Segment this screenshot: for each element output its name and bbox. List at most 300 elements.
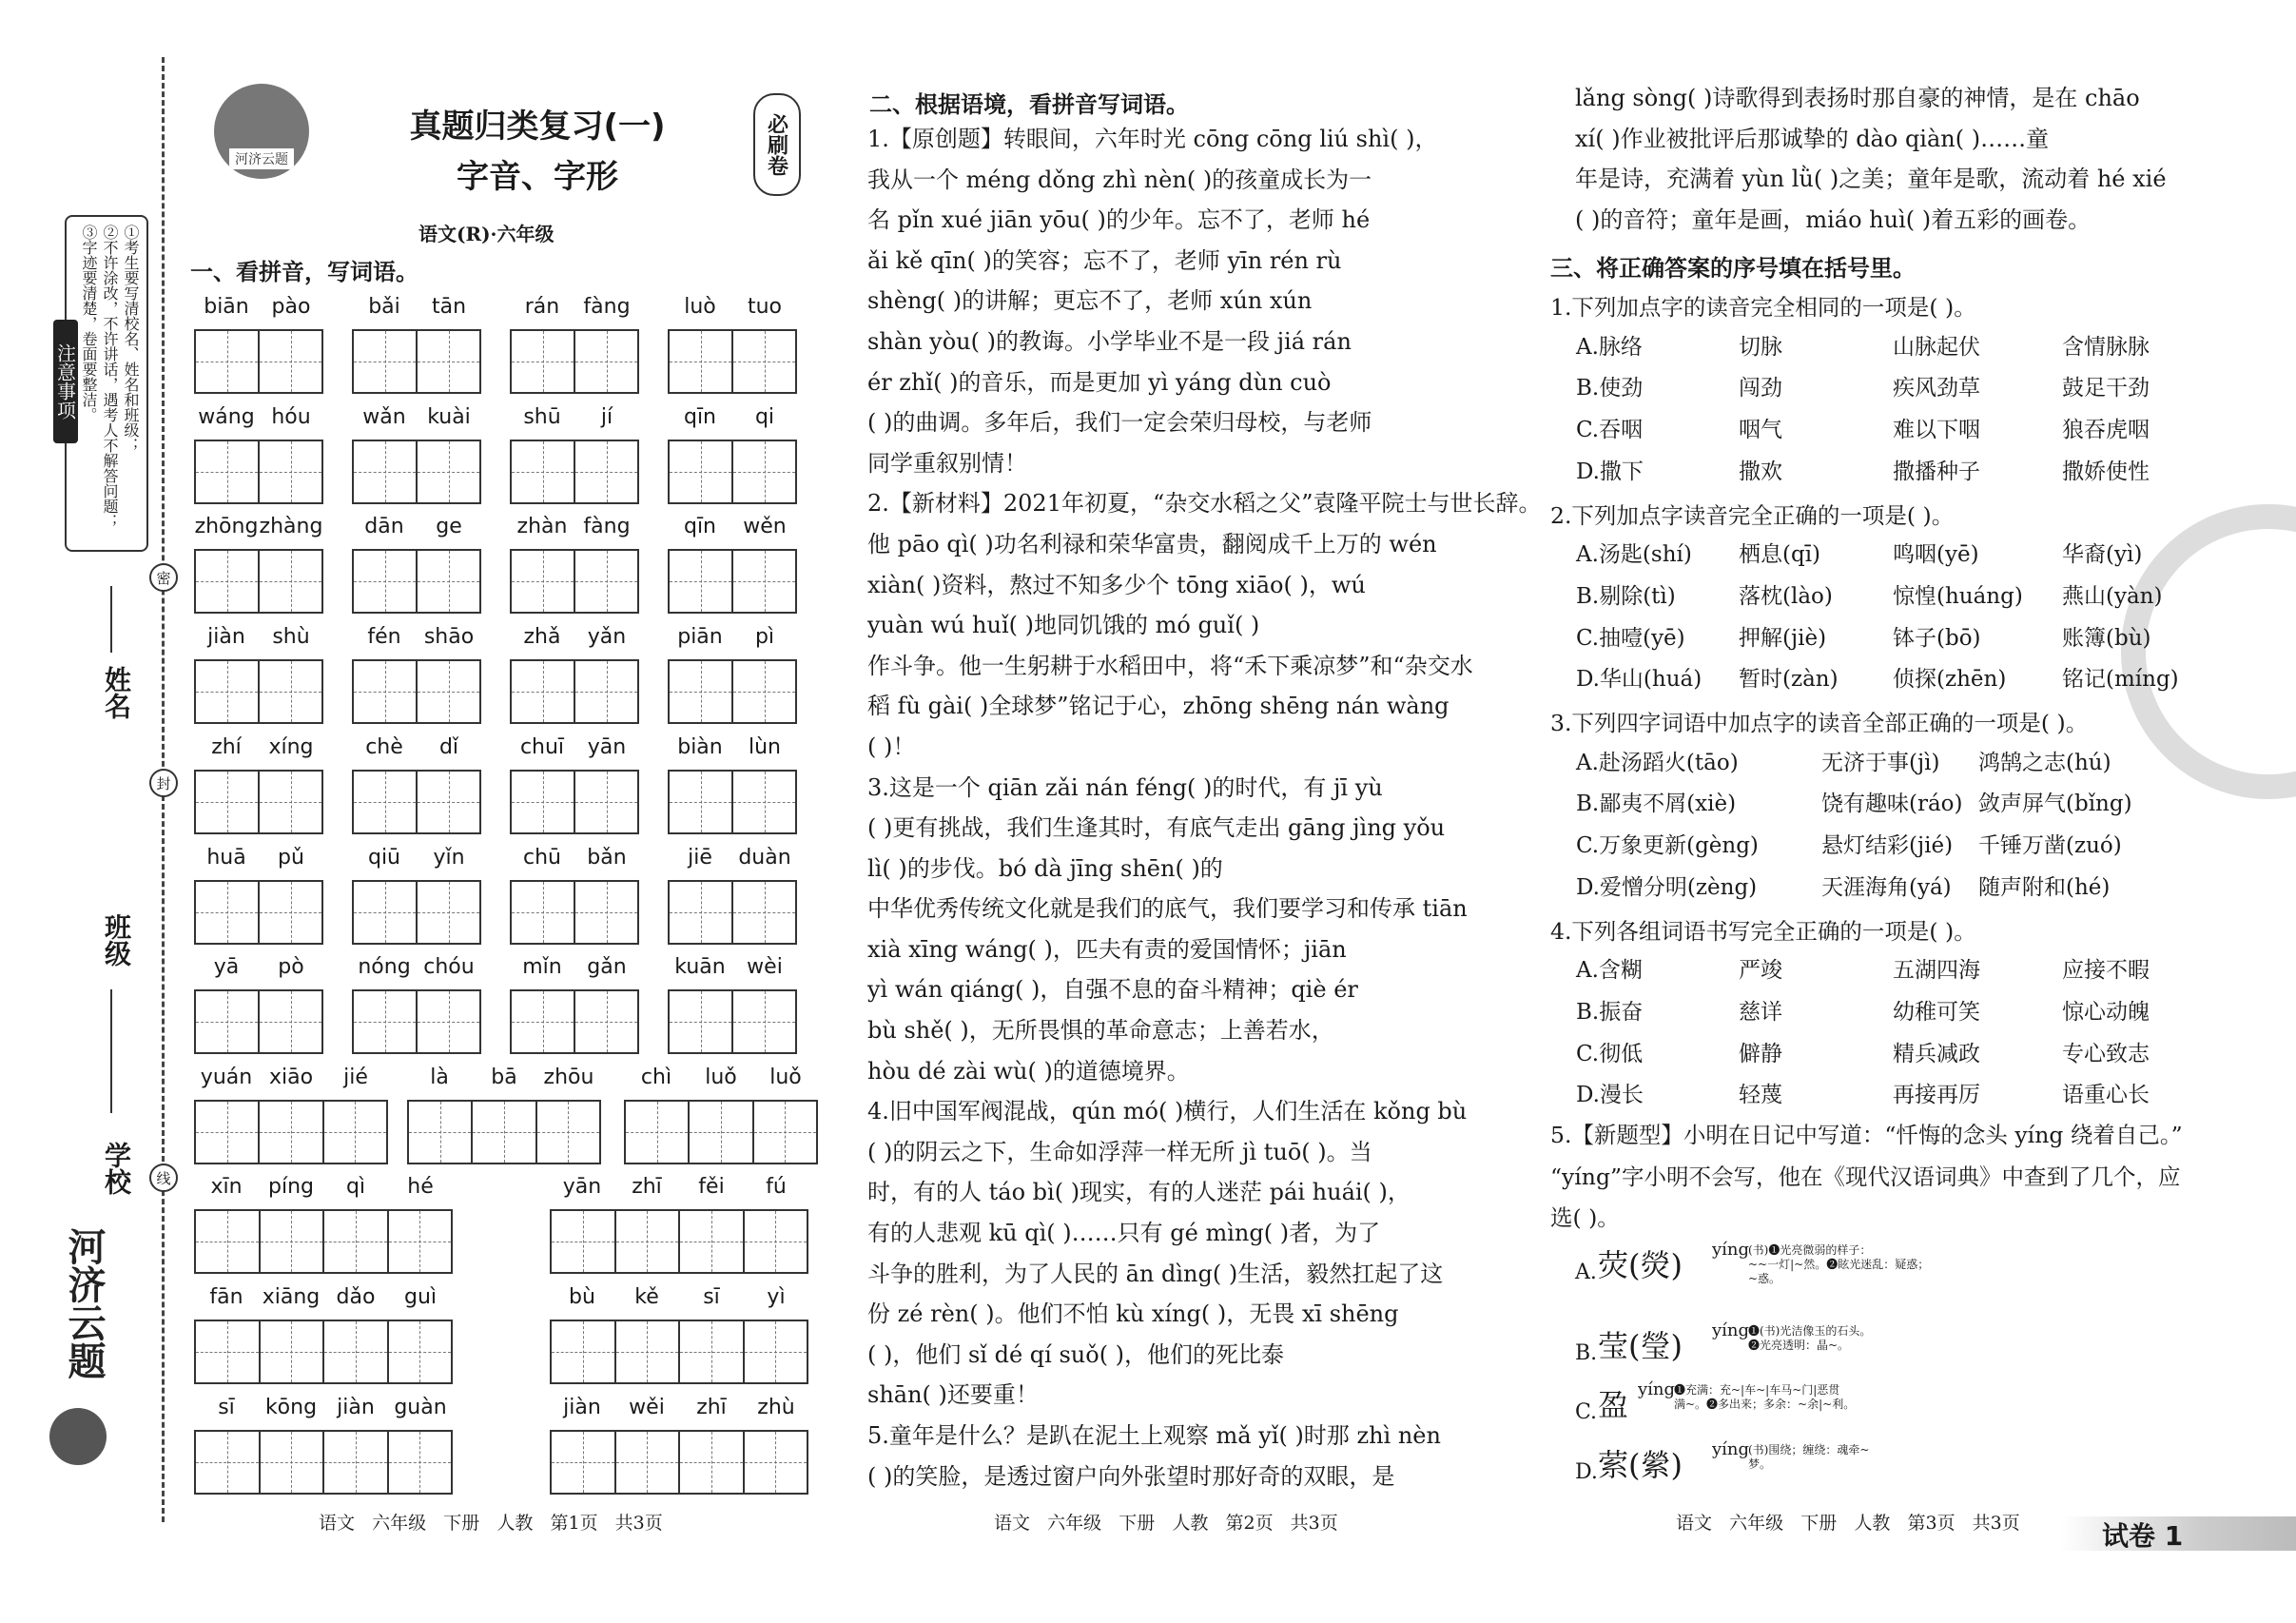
char-cell — [389, 1211, 452, 1272]
char-grid — [510, 989, 639, 1054]
pinyin-syllable: xiāo — [268, 1066, 314, 1089]
text-line: lì( )的步伐。bó dà jīng shēn( )的 — [867, 854, 1223, 882]
text-line: yuàn wú huǐ( )地同饥饿的 mó guǐ( ) — [867, 612, 1260, 639]
text-line: ( )！ — [867, 733, 916, 760]
footer-page3: 语文 六年级 下册 人教 第3页 共3页 — [1676, 1513, 2020, 1534]
char-grid — [194, 880, 323, 945]
class-label: 班级 — [101, 913, 132, 967]
pinyin-syllable: jiàn — [207, 625, 245, 650]
definition-line: ❷光亮透明：晶~。 — [1748, 1339, 1850, 1352]
pinyin-syllable: dǐ — [438, 734, 459, 759]
text-line: 中华优秀传统文化就是我们的底气，我们要学习和传承 tiān — [867, 895, 1468, 923]
pinyin-syllable: wěi — [629, 1396, 665, 1419]
text-line: lǎng sòng( )诗歌得到表扬时那自豪的神情，是在 chāo — [1575, 85, 2140, 111]
pinyin-syllable: qīn — [683, 404, 717, 429]
pinyin-syllable: yì — [767, 1285, 786, 1309]
char-cell — [537, 1102, 599, 1163]
char-cell — [733, 882, 795, 943]
question-stem: 3.下列四字词语中加点字的读音全部正确的一项是( )。 — [1550, 710, 2089, 736]
char-cell — [575, 661, 637, 722]
option-text: 暂时(zàn) — [1739, 667, 1839, 693]
dictionary-headword: 荧(熒) — [1598, 1247, 1683, 1283]
text-line: 时，有的人 táo bì( )现实，有的人迷茫 pái huái( )， — [867, 1179, 1411, 1206]
char-cell — [754, 1102, 816, 1163]
option-text: 严竣 — [1739, 958, 1782, 984]
char-grid — [510, 440, 639, 504]
char-cell — [418, 551, 479, 612]
char-cell — [616, 1321, 681, 1382]
option-text: B.使劲 — [1576, 376, 1644, 401]
definition-line: 满~。❷多出来；多余：~余|~利。 — [1674, 1398, 1856, 1411]
option-text: 天涯海角(yá) — [1821, 874, 1952, 900]
text-line: ( )的曲调。多年后，我们一定会荣归母校，与老师 — [867, 409, 1372, 437]
dictionary-definition — [1748, 1324, 1948, 1353]
char-cell — [670, 331, 733, 392]
char-cell — [354, 772, 418, 832]
side-logo-icon — [49, 1408, 107, 1465]
char-grid — [194, 659, 323, 724]
pinyin-syllable: pì — [754, 625, 775, 650]
text-line: ǎi kě qīn( )的笑容；忘不了，老师 yīn rén rù — [867, 246, 1342, 274]
text-line: 名 pǐn xué jiān yōu( )的少年。忘不了，老师 hé — [867, 206, 1371, 234]
char-cell — [575, 441, 637, 502]
definition-line: ❶(书)光洁像玉的石头。 — [1748, 1324, 1872, 1338]
char-cell — [552, 1211, 616, 1272]
must-do-stamp: 必刷卷 — [753, 93, 801, 196]
char-cell — [260, 772, 321, 832]
pinyin-syllable: chū — [523, 845, 561, 870]
option-text: 鼓足干劲 — [2062, 376, 2150, 401]
pinyin-syllable: lùn — [749, 734, 781, 759]
option-text: 账簿(bù) — [2062, 625, 2151, 651]
pinyin-syllable: yǐn — [433, 845, 465, 870]
pinyin-syllable: mǐn — [522, 955, 562, 980]
text-line: 斗争的胜利，为了人民的 ān dìng( )生活，毅然扛起了这 — [867, 1260, 1444, 1287]
char-grid — [352, 770, 481, 834]
char-grid — [194, 1209, 453, 1274]
option-text: 惊心动魄 — [2062, 999, 2150, 1025]
option-letter: D. — [1575, 1460, 1598, 1484]
option-text: 慈详 — [1739, 999, 1782, 1025]
question-stem: 1.下列加点字的读音完全相同的一项是( )。 — [1550, 294, 1976, 321]
pinyin-syllable: bù — [569, 1285, 595, 1309]
pinyin-syllable: ge — [436, 515, 462, 539]
pinyin-syllable: nóng — [358, 955, 411, 980]
option-text: D.华山(huá) — [1576, 667, 1703, 693]
pinyin-syllable: luǒ — [769, 1066, 802, 1089]
pinyin-syllable: qi — [754, 404, 775, 429]
pinyin-syllable: bā — [491, 1066, 517, 1089]
char-cell — [733, 772, 795, 832]
char-grid — [194, 1430, 453, 1495]
char-cell — [575, 551, 637, 612]
pinyin-syllable: jiàn — [337, 1396, 375, 1419]
footer-page1: 语文 六年级 下册 人教 第1页 共3页 — [319, 1513, 663, 1534]
pinyin-syllable: gǎn — [587, 955, 627, 980]
char-cell — [552, 1321, 616, 1382]
char-cell — [324, 1321, 389, 1382]
pinyin-syllable: zhàn — [516, 515, 568, 539]
option-text: 专心致志 — [2062, 1041, 2150, 1066]
char-cell — [418, 441, 479, 502]
char-cell — [670, 772, 733, 832]
pinyin-syllable: guì — [403, 1285, 438, 1309]
pinyin-syllable: pǔ — [278, 845, 304, 870]
pinyin-syllable: fú — [766, 1175, 787, 1199]
paper-tag: 试卷 1 — [2102, 1520, 2184, 1552]
pinyin-syllable: zhōu — [543, 1066, 594, 1089]
text-line: shàn yòu( )的教诲。小学毕业不是一段 jiá rán — [867, 327, 1352, 355]
text-line: shèng( )的讲解；更忘不了，老师 xún xún — [867, 287, 1313, 315]
pinyin-syllable: guàn — [394, 1396, 447, 1419]
option-text: 僻静 — [1739, 1041, 1782, 1066]
char-cell — [670, 441, 733, 502]
char-cell — [512, 441, 575, 502]
char-cell — [626, 1102, 690, 1163]
school-label: 学校 — [101, 1142, 132, 1195]
pinyin-syllable: tān — [431, 295, 467, 319]
text-line: 2.【新材料】2021年初夏，“杂交水稻之父”袁隆平院士与世长辞。 — [867, 490, 1542, 518]
text-line: 5.【新题型】小明在日记中写道：“忏悔的念头 yíng 绕着自己。” — [1550, 1122, 2183, 1148]
char-grid — [550, 1209, 808, 1274]
option-text: 燕山(yàn) — [2062, 583, 2163, 609]
char-grid — [352, 989, 481, 1054]
char-grid — [510, 659, 639, 724]
note-3: ③字迹要清楚，卷面要整洁。 — [80, 225, 98, 422]
pinyin-syllable: zhōng — [194, 515, 259, 539]
char-cell — [733, 441, 795, 502]
char-grid — [550, 1430, 808, 1495]
char-cell — [575, 331, 637, 392]
pinyin-syllable: fàng — [583, 515, 631, 539]
pinyin-syllable: yuán — [200, 1066, 253, 1089]
section2-title: 二、根据语境，看拼音写词语。 — [869, 91, 1189, 118]
pinyin-syllable: bǎi — [368, 295, 400, 319]
pinyin-syllable: biān — [204, 295, 249, 319]
definition-line: ~~一灯|~然。❷眩光迷乱：疑惑； — [1748, 1258, 1930, 1271]
char-grid — [550, 1320, 808, 1384]
pinyin-syllable: sī — [218, 1396, 235, 1419]
char-cell — [196, 882, 260, 943]
char-cell — [680, 1321, 745, 1382]
char-cell — [260, 991, 321, 1052]
char-cell — [418, 331, 479, 392]
char-cell — [196, 1102, 260, 1163]
pinyin-syllable: fàng — [583, 295, 631, 319]
dictionary-pinyin: yíng — [1712, 1240, 1750, 1260]
text-line: xiàn( )资料，熬过不知多少个 tōng xiāo( )，wú — [867, 571, 1366, 598]
option-text: 应接不暇 — [2062, 958, 2150, 984]
option-text: 侦探(zhēn) — [1893, 667, 2007, 693]
pinyin-syllable: zhǎ — [523, 625, 561, 650]
pinyin-syllable: shù — [272, 625, 310, 650]
option-text: D.撒下 — [1576, 459, 1644, 484]
option-text: 五湖四海 — [1893, 958, 1980, 984]
text-line: 我从一个 méng dǒng zhì nèn( )的孩童成长为一 — [867, 166, 1372, 193]
option-text: 悬灯结彩(jié) — [1821, 833, 1954, 859]
option-text: 鸣咽(yē) — [1893, 542, 1979, 568]
char-grid — [668, 440, 797, 504]
option-text: 山脉起伏 — [1893, 334, 1980, 360]
char-cell — [260, 331, 321, 392]
char-grid — [194, 440, 323, 504]
char-cell — [418, 661, 479, 722]
text-line: yì wán qiáng( )，自强不息的奋斗精神；qiè ér — [867, 976, 1358, 1004]
char-cell — [670, 551, 733, 612]
char-cell — [575, 772, 637, 832]
text-line: 4.旧中国军阀混战，qún mó( )横行，人们生活在 kǒng bù — [867, 1098, 1468, 1125]
char-cell — [324, 1432, 389, 1493]
text-line: hòu dé zài wù( )的道德境界。 — [867, 1057, 1190, 1085]
option-text: 疾风劲草 — [1893, 376, 1980, 401]
option-text: 难以下咽 — [1893, 418, 1980, 443]
text-line: ( )，他们 sǐ dé qí suǒ( )，他们的死比泰 — [867, 1340, 1285, 1368]
definition-line: (书)围绕；缠绕：魂牵~ — [1748, 1443, 1870, 1457]
pinyin-syllable: hé — [407, 1175, 434, 1199]
option-text: B.剔除(tì) — [1576, 583, 1676, 609]
char-cell — [418, 772, 479, 832]
text-line: 选( )。 — [1550, 1204, 1620, 1232]
pinyin-syllable: yǎn — [587, 625, 627, 650]
notes-text — [78, 225, 141, 538]
char-cell — [575, 991, 637, 1052]
text-line: 5.童年是什么？是趴在泥土上观察 mǎ yǐ( )时那 zhì nèn — [867, 1422, 1441, 1449]
char-cell — [733, 331, 795, 392]
pinyin-syllable: luò — [684, 295, 716, 319]
pinyin-syllable: kuān — [674, 955, 726, 980]
char-cell — [733, 661, 795, 722]
pinyin-syllable: kōng — [264, 1396, 318, 1419]
char-grid — [194, 329, 323, 394]
char-grid — [194, 549, 323, 614]
pinyin-syllable: qì — [345, 1175, 366, 1199]
option-text: D.爱憎分明(zèng) — [1576, 874, 1758, 900]
char-grid — [352, 659, 481, 724]
pinyin-syllable: fén — [367, 625, 401, 650]
char-cell — [354, 882, 418, 943]
char-cell — [733, 991, 795, 1052]
option-text: 语重心长 — [2062, 1083, 2150, 1108]
char-cell — [670, 661, 733, 722]
char-grid — [668, 770, 797, 834]
char-cell — [354, 991, 418, 1052]
pinyin-syllable: fěi — [698, 1175, 725, 1199]
pinyin-syllable: dān — [364, 515, 404, 539]
pinyin-syllable: luǒ — [705, 1066, 737, 1089]
dictionary-definition — [1748, 1243, 1948, 1286]
char-grid — [668, 880, 797, 945]
option-text: 惊惶(huáng) — [1893, 583, 2023, 609]
char-cell — [324, 1102, 386, 1163]
text-line: ( )的阴云之下，生命如浮萍一样无所 jì tuō( )。当 — [867, 1138, 1372, 1165]
option-text: 饶有趣味(ráo) — [1821, 792, 1963, 817]
watermark-seal — [2121, 504, 2296, 799]
notes-label: 注意事项 — [53, 320, 78, 443]
dictionary-definition — [1748, 1443, 1948, 1472]
option-letter: B. — [1575, 1341, 1598, 1365]
char-grid — [194, 1320, 453, 1384]
char-grid — [352, 880, 481, 945]
pinyin-syllable: wèi — [747, 955, 783, 980]
pinyin-syllable: kuài — [427, 404, 471, 429]
text-line: xí( )作业被批评后那诚挚的 dào qiàn( )……童 — [1575, 125, 2050, 152]
pinyin-syllable: chì — [640, 1066, 672, 1089]
pinyin-syllable: là — [430, 1066, 449, 1089]
text-line: ( )的笑脸，是透过窗户向外张望时那好奇的双眼，是 — [867, 1462, 1395, 1490]
char-cell — [261, 1432, 325, 1493]
char-cell — [261, 1321, 325, 1382]
section2-continued — [1575, 78, 2231, 240]
text-line: ( )的音符；童年是画，miáo huì( )着五彩的画卷。 — [1575, 205, 2092, 233]
dictionary-pinyin: yíng — [1712, 1439, 1750, 1459]
option-text: 含情脉脉 — [2062, 334, 2150, 360]
option-text: 撒播种子 — [1893, 459, 1980, 484]
option-text: A.脉络 — [1576, 334, 1643, 360]
footer-page2: 语文 六年级 下册 人教 第2页 共3页 — [994, 1513, 1338, 1534]
text-line: 1.【原创题】转眼间，六年时光 cōng cōng liú shì( )， — [867, 126, 1438, 152]
option-text: C.万象更新(gèng) — [1576, 833, 1759, 859]
char-cell — [389, 1321, 452, 1382]
char-grid — [510, 770, 639, 834]
char-cell — [196, 1321, 261, 1382]
text-line: 作斗争。他一生躬耕于水稻田中，将“禾下乘凉梦”和“杂交水 — [867, 652, 1473, 679]
option-text: 华裔(yì) — [2062, 542, 2143, 568]
char-cell — [616, 1211, 681, 1272]
page-subtitle: 字音、字形 — [457, 158, 618, 196]
dictionary-definition — [1674, 1383, 1874, 1412]
char-grid — [407, 1100, 601, 1164]
definition-line: (书)❶光亮微弱的样子： — [1748, 1243, 1872, 1257]
seal-xian: 线 — [149, 1163, 178, 1192]
char-grid — [352, 549, 481, 614]
char-cell — [680, 1432, 745, 1493]
pinyin-syllable: wǎn — [362, 404, 406, 429]
class-line — [110, 989, 112, 1113]
char-cell — [261, 1211, 325, 1272]
char-grid — [668, 659, 797, 724]
char-cell — [196, 331, 260, 392]
option-text: C.吞咽 — [1576, 418, 1644, 443]
side-brand: 河济云题 — [62, 1227, 106, 1379]
pinyin-syllable: dǎo — [336, 1285, 376, 1309]
pinyin-syllable: yān — [562, 1175, 602, 1199]
char-cell — [260, 551, 321, 612]
option-text: 狼吞虎咽 — [2062, 418, 2150, 443]
pinyin-syllable: wáng — [198, 404, 255, 429]
dictionary-headword: 莹(瑩) — [1598, 1328, 1683, 1364]
char-cell — [680, 1211, 745, 1272]
option-text: 落枕(lào) — [1739, 583, 1833, 609]
char-grid — [624, 1100, 818, 1164]
dictionary-pinyin: yíng — [1638, 1379, 1676, 1399]
option-text: B.振奋 — [1576, 999, 1644, 1025]
char-cell — [196, 661, 260, 722]
text-line: 同学重叙别情！ — [867, 449, 1027, 477]
pinyin-syllable: tuo — [747, 295, 783, 319]
option-text: 再接再厉 — [1893, 1083, 1980, 1108]
char-cell — [745, 1432, 807, 1493]
char-grid — [510, 549, 639, 614]
text-line: 稻 fù gài( )全球梦”铭记于心，zhōng shēng nán wàng — [867, 693, 1450, 720]
text-line: 他 pāo qì( )功名利禄和荣华富贵，翻阅成千上万的 wén — [867, 530, 1437, 557]
pinyin-syllable: jié — [343, 1066, 368, 1089]
char-cell — [260, 882, 321, 943]
char-grid — [668, 549, 797, 614]
option-text: C.彻低 — [1576, 1041, 1644, 1066]
option-text: A.含糊 — [1576, 958, 1643, 984]
option-text: A.汤匙(shí) — [1576, 542, 1692, 568]
seal-mi: 密 — [149, 563, 178, 592]
dictionary-headword: 盈 — [1598, 1387, 1629, 1423]
char-cell — [196, 551, 260, 612]
note-1: ①考生要写清校名、姓名和班级； — [122, 225, 140, 453]
logo-text: 河济云题 — [229, 148, 294, 169]
pinyin-syllable: zhí — [211, 734, 242, 759]
char-cell — [354, 441, 418, 502]
option-text: 栖息(qī) — [1739, 542, 1821, 568]
option-letter: A. — [1575, 1261, 1597, 1284]
pinyin-syllable: zhī — [632, 1175, 662, 1199]
char-cell — [324, 1211, 389, 1272]
seal-feng: 封 — [149, 769, 178, 797]
page-title: 真题归类复习(一) — [409, 108, 666, 146]
char-cell — [690, 1102, 753, 1163]
option-text: A.赴汤蹈火(tāo) — [1576, 750, 1739, 775]
option-text: 押解(jiè) — [1739, 625, 1827, 651]
text-line: 年是诗，充满着 yùn lǜ( )之美；童年是歌，流动着 hé xié — [1575, 166, 2167, 193]
pinyin-syllable: yā — [213, 955, 240, 980]
pinyin-syllable: yān — [587, 734, 627, 759]
char-cell — [575, 882, 637, 943]
pinyin-syllable: chóu — [423, 955, 475, 980]
char-cell — [512, 661, 575, 722]
char-cell — [389, 1432, 452, 1493]
char-grid — [194, 989, 323, 1054]
option-text: 敛声屏气(bǐng) — [1978, 792, 2132, 817]
option-text: 撒娇使性 — [2062, 459, 2150, 484]
char-cell — [418, 882, 479, 943]
name-label: 姓名 — [101, 666, 132, 719]
option-text: 撒欢 — [1739, 459, 1782, 484]
section1-title: 一、看拼音，写词语。 — [190, 259, 418, 285]
pinyin-syllable: bǎn — [587, 845, 627, 870]
char-cell — [670, 991, 733, 1052]
char-cell — [745, 1321, 807, 1382]
pinyin-syllable: fān — [209, 1285, 243, 1309]
text-line: “yíng”字小明不会写，他在《现代汉语词典》中查到了几个，应 — [1550, 1163, 2181, 1190]
pinyin-syllable: sī — [703, 1285, 720, 1309]
question-stem: 4.下列各组词语书写完全正确的一项是( )。 — [1550, 917, 1976, 945]
char-grid — [352, 329, 481, 394]
definition-line: ~惑。 — [1748, 1272, 1781, 1285]
char-cell — [552, 1432, 616, 1493]
pinyin-syllable: hóu — [271, 404, 311, 429]
text-line: ( )更有挑战，我们生逢其时，有底气走出 gāng jìng yǒu — [867, 814, 1446, 842]
char-cell — [260, 661, 321, 722]
char-cell — [512, 551, 575, 612]
char-cell — [512, 331, 575, 392]
pinyin-syllable: huā — [206, 845, 246, 870]
option-text: 铭记(míng) — [2062, 667, 2179, 693]
char-cell — [354, 331, 418, 392]
char-grid — [352, 440, 481, 504]
option-text: 鸿鹄之志(hú) — [1978, 750, 2111, 775]
char-cell — [196, 1432, 261, 1493]
char-cell — [260, 1102, 323, 1163]
subject-grade: 语文(R)·六年级 — [418, 223, 555, 245]
pinyin-syllable: shāo — [423, 625, 475, 650]
pinyin-syllable: rán — [524, 295, 560, 319]
